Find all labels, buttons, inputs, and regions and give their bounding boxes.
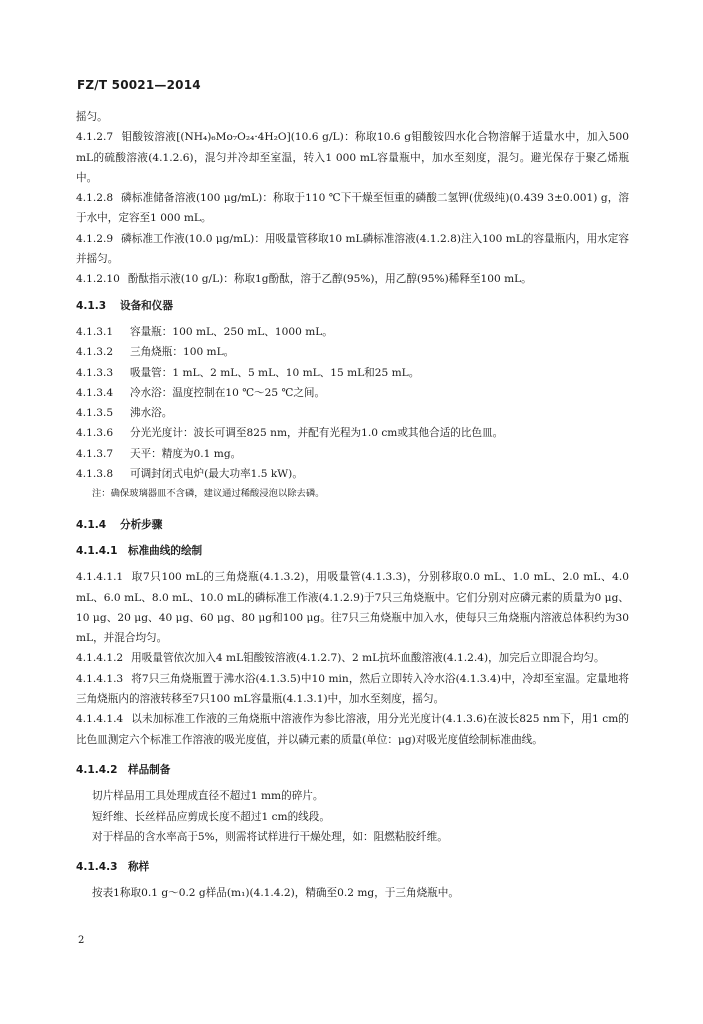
section-title: 称样 bbox=[128, 861, 150, 874]
clause-text: 用吸量管依次加入4 mL钼酸铵溶液(4.1.2.7)、2 mL抗坏血酸溶液(4.1.2.4)，加完后立即混合均匀。 bbox=[131, 652, 605, 665]
clause-4-1-4-1-3 bbox=[76, 669, 629, 710]
section-heading-4-1-4 bbox=[76, 515, 629, 535]
clause-4-1-4-1-4 bbox=[76, 709, 629, 750]
clause-text: 磷标准储备溶液(100 μg/mL)：称取于110 ℃下干燥至恒重的磷酸二氢钾(优级纯)(0.439 3±0.001) g，溶于水中，定容至1 000 mL。 bbox=[76, 192, 629, 225]
clause-4-1-2-7 bbox=[76, 127, 629, 188]
standard-code-header: FZ/T 50021—2014 bbox=[77, 78, 201, 92]
item-text: 吸量管：1 mL、2 mL、5 mL、10 mL、15 mL和25 mL。 bbox=[130, 366, 420, 379]
clause-number: 4.1.2.8 bbox=[76, 192, 114, 205]
item-number: 4.1.3.6 bbox=[76, 427, 114, 440]
section-number: 4.1.4.1 bbox=[76, 544, 118, 557]
text-line: 摇匀。 bbox=[76, 111, 108, 123]
item-number: 4.1.3.7 bbox=[76, 447, 114, 460]
clause-number: 4.1.4.1.1 bbox=[76, 571, 124, 584]
item-number: 4.1.3.5 bbox=[76, 407, 114, 420]
sample-prep-line: 切片样品用工具处理成直径不超过1 mm的碎片。 bbox=[92, 790, 324, 803]
equipment-item bbox=[76, 444, 629, 464]
clause-4-1-2-8 bbox=[76, 188, 629, 229]
clause-4-1-4-1-2 bbox=[76, 648, 629, 668]
clause-number: 4.1.4.1.3 bbox=[76, 672, 124, 685]
weighing-line: 按表1称取0.1 g～0.2 g样品(m₁)(4.1.4.2)，精确至0.2 mg，于三角烧瓶中。 bbox=[92, 887, 459, 900]
item-text: 容量瓶：100 mL、250 mL、1000 mL。 bbox=[130, 325, 333, 338]
clause-text: 钼酸铵溶液[(NH₄)₆Mo₇O₂₄·4H₂O](10.6 g/L)：称取10.6 g钼酸铵四水化合物溶解于适量水中，加入500 mL的硫酸溶液(4.1.2.6)，混匀并冷却至室温，转入1 000 mL容量瓶中，加水至刻度，混匀。避光保存于聚乙烯瓶中。 bbox=[76, 131, 629, 184]
clause-number: 4.1.2.10 bbox=[76, 273, 120, 286]
clause-text: 以未加标准工作液的三角烧瓶中溶液作为参比溶液，用分光光度计(4.1.3.6)在波长825 nm下，用1 cm的比色皿测定六个标准工作溶液的吸光度值，并以磷元素的质量(单位：μg)对吸光度值绘制标准曲线。 bbox=[76, 713, 629, 746]
sample-prep-line: 短纤维、长丝样品应剪成长度不超过1 cm的线段。 bbox=[92, 810, 330, 823]
section-title: 标准曲线的绘制 bbox=[128, 544, 203, 557]
clause-4-1-4-1-1 bbox=[76, 567, 629, 648]
equipment-item bbox=[76, 403, 629, 423]
item-number: 4.1.3.4 bbox=[76, 386, 114, 399]
equipment-item bbox=[76, 363, 629, 383]
item-number: 4.1.3.3 bbox=[76, 366, 114, 379]
clause-4-1-2-10 bbox=[76, 269, 629, 289]
equipment-item bbox=[76, 464, 629, 484]
section-heading-4-1-4-1 bbox=[76, 541, 629, 561]
clause-number: 4.1.4.1.4 bbox=[76, 713, 124, 726]
page-content bbox=[76, 107, 629, 904]
section-number: 4.1.3 bbox=[76, 299, 107, 312]
section-number: 4.1.4 bbox=[76, 518, 107, 531]
equipment-item bbox=[76, 322, 629, 342]
clause-number: 4.1.4.1.2 bbox=[76, 652, 124, 665]
clause-text: 酚酞指示液(10 g/L)：称取1g酚酞，溶于乙醇(95%)，用乙醇(95%)稀释至100 mL。 bbox=[127, 273, 532, 286]
equipment-item bbox=[76, 342, 629, 362]
clause-number: 4.1.2.9 bbox=[76, 232, 114, 245]
sample-prep-line: 对于样品的含水率高于5%，则需将试样进行干燥处理，如：阻燃粘胶纤维。 bbox=[92, 830, 448, 843]
section-heading-4-1-4-3 bbox=[76, 857, 629, 877]
item-number: 4.1.3.8 bbox=[76, 468, 114, 481]
clause-4-1-2-9 bbox=[76, 229, 629, 270]
section-number: 4.1.4.2 bbox=[76, 763, 118, 776]
section-title: 设备和仪器 bbox=[120, 299, 173, 312]
item-text: 三角烧瓶：100 mL。 bbox=[130, 346, 235, 359]
clause-text: 将7只三角烧瓶置于沸水浴(4.1.3.5)中10 min，然后立即转入冷水浴(4.1.3.4)中，冷却至室温。定量地将三角烧瓶内的溶液转移至7只100 mL容量瓶(4.1.3.1)中，加水至刻度，摇匀。 bbox=[76, 672, 629, 706]
item-number: 4.1.3.2 bbox=[76, 346, 114, 359]
item-text: 沸水浴。 bbox=[130, 407, 173, 420]
item-text: 可调封闭式电炉(最大功率1.5 kW)。 bbox=[130, 468, 303, 481]
item-text: 天平：精度为0.1 mg。 bbox=[130, 447, 242, 460]
item-text: 冷水浴：温度控制在10 ℃～25 ℃之间。 bbox=[130, 386, 326, 399]
note-text: 注：确保玻璃器皿不含磷，建议通过稀酸浸泡以除去磷。 bbox=[92, 488, 325, 500]
section-heading-4-1-4-2 bbox=[76, 760, 629, 780]
clause-text: 取7只100 mL的三角烧瓶(4.1.3.2)，用吸量管(4.1.3.3)，分别移取0.0 mL、1.0 mL、2.0 mL、4.0 mL、6.0 mL、8.0 mL、10.0 mL的磷标准工作液(4.1.2.9)于7只三角烧瓶中。它们分别对应磷元素的质量为0 μg、10 μg、20 μg、40 μg、60 μg、80 μg和100 μg。往7只三角烧瓶中加入水，使每只三角烧瓶内溶液总体积约为30 mL，并混合均匀。 bbox=[76, 571, 629, 645]
section-title: 分析步骤 bbox=[120, 518, 163, 531]
clause-number: 4.1.2.7 bbox=[76, 131, 114, 144]
page-number: 2 bbox=[78, 935, 85, 946]
clause-text: 磷标准工作液(10.0 μg/mL)：用吸量管移取10 mL磷标准溶液(4.1.2.8)注入100 mL的容量瓶内，用水定容并摇匀。 bbox=[76, 232, 629, 266]
item-text: 分光光度计：波长可调至825 nm，并配有光程为1.0 cm或其他合适的比色皿。 bbox=[130, 427, 504, 440]
equipment-item bbox=[76, 423, 629, 443]
section-title: 样品制备 bbox=[128, 763, 171, 776]
item-number: 4.1.3.1 bbox=[76, 325, 114, 338]
section-number: 4.1.4.3 bbox=[76, 861, 118, 874]
equipment-item bbox=[76, 383, 629, 403]
section-heading-4-1-3 bbox=[76, 296, 629, 316]
